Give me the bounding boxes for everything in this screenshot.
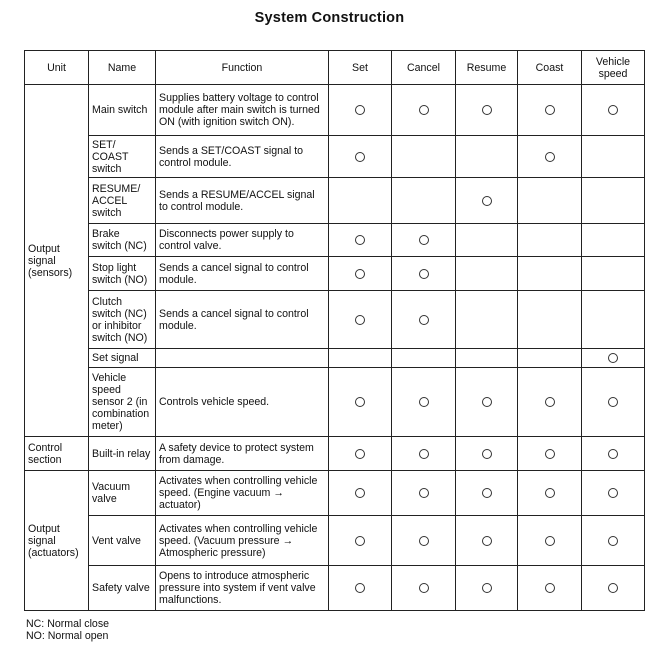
- mark-cell: [392, 368, 456, 437]
- circle-mark-icon: [355, 583, 365, 593]
- mark-cell: [518, 291, 582, 349]
- circle-mark-icon: [355, 152, 365, 162]
- mark-cell: [329, 437, 392, 471]
- table-body: [25, 85, 645, 611]
- mark-cell: [518, 516, 582, 566]
- circle-mark-icon: [482, 105, 492, 115]
- circle-mark-icon: [419, 397, 429, 407]
- header-coast: Coast: [518, 51, 582, 85]
- circle-mark-icon: [419, 269, 429, 279]
- table-row: [25, 566, 645, 611]
- mark-cell: [456, 178, 518, 224]
- mark-cell: [518, 471, 582, 516]
- mark-cell: [518, 349, 582, 368]
- circle-mark-icon: [419, 488, 429, 498]
- table-row: [25, 349, 645, 368]
- circle-mark-icon: [608, 397, 618, 407]
- legend-nc: NC: Normal close: [26, 618, 110, 630]
- function-cell: A safety device to protect system from damage.: [156, 437, 329, 471]
- header-function: Function: [156, 51, 329, 85]
- mark-cell: [392, 291, 456, 349]
- mark-cell: [518, 136, 582, 178]
- circle-mark-icon: [482, 536, 492, 546]
- circle-mark-icon: [419, 315, 429, 325]
- mark-cell: [582, 224, 645, 257]
- mark-cell: [392, 178, 456, 224]
- table-row: [25, 178, 645, 224]
- circle-mark-icon: [355, 488, 365, 498]
- mark-cell: [392, 136, 456, 178]
- function-cell: Supplies battery voltage to control module after main switch is turned ON (with ignition switch ON).: [156, 85, 329, 136]
- table-row: [25, 437, 645, 471]
- circle-mark-icon: [608, 488, 618, 498]
- mark-cell: [582, 85, 645, 136]
- circle-mark-icon: [355, 269, 365, 279]
- function-cell: Activates when controlling vehicle speed. (Vacuum pressure → Atmospheric pressure): [156, 516, 329, 566]
- mark-cell: [582, 516, 645, 566]
- legend: [26, 618, 109, 642]
- mark-cell: [392, 85, 456, 136]
- table-row: [25, 516, 645, 566]
- mark-cell: [392, 224, 456, 257]
- mark-cell: [392, 349, 456, 368]
- name-cell: SET/ COAST switch: [89, 136, 156, 178]
- name-cell: Built-in relay: [89, 437, 156, 471]
- system-construction-table: [24, 50, 645, 611]
- mark-cell: [456, 136, 518, 178]
- mark-cell: [329, 516, 392, 566]
- mark-cell: [456, 516, 518, 566]
- function-cell: Disconnects power supply to control valve.: [156, 224, 329, 257]
- mark-cell: [329, 349, 392, 368]
- unit-cell: Control section: [25, 437, 89, 471]
- function-cell: Sends a cancel signal to control module.: [156, 257, 329, 291]
- header-unit: Unit: [25, 51, 89, 85]
- table-row: [25, 471, 645, 516]
- mark-cell: [456, 471, 518, 516]
- name-cell: Set signal: [89, 349, 156, 368]
- mark-cell: [456, 437, 518, 471]
- circle-mark-icon: [355, 315, 365, 325]
- mark-cell: [582, 257, 645, 291]
- mark-cell: [456, 291, 518, 349]
- function-cell: Sends a RESUME/ACCEL signal to control module.: [156, 178, 329, 224]
- header-row: [25, 51, 645, 85]
- name-cell: Main switch: [89, 85, 156, 136]
- circle-mark-icon: [482, 196, 492, 206]
- circle-mark-icon: [608, 449, 618, 459]
- mark-cell: [518, 566, 582, 611]
- mark-cell: [582, 349, 645, 368]
- mark-cell: [329, 471, 392, 516]
- mark-cell: [329, 224, 392, 257]
- table-row: [25, 257, 645, 291]
- unit-cell: Output signal (actuators): [25, 471, 89, 611]
- mark-cell: [456, 224, 518, 257]
- circle-mark-icon: [419, 536, 429, 546]
- name-cell: Vacuum valve: [89, 471, 156, 516]
- mark-cell: [518, 257, 582, 291]
- circle-mark-icon: [482, 397, 492, 407]
- mark-cell: [518, 224, 582, 257]
- function-cell: Opens to introduce atmospheric pressure into system if vent valve malfunctions.: [156, 566, 329, 611]
- mark-cell: [582, 566, 645, 611]
- mark-cell: [392, 471, 456, 516]
- mark-cell: [582, 178, 645, 224]
- function-cell: [156, 349, 329, 368]
- circle-mark-icon: [545, 105, 555, 115]
- circle-mark-icon: [355, 449, 365, 459]
- circle-mark-icon: [355, 536, 365, 546]
- mark-cell: [518, 437, 582, 471]
- name-cell: Brake switch (NC): [89, 224, 156, 257]
- circle-mark-icon: [355, 397, 365, 407]
- header-name: Name: [89, 51, 156, 85]
- circle-mark-icon: [608, 583, 618, 593]
- mark-cell: [456, 566, 518, 611]
- circle-mark-icon: [482, 488, 492, 498]
- mark-cell: [518, 178, 582, 224]
- table-row: [25, 368, 645, 437]
- name-cell: Vent valve: [89, 516, 156, 566]
- mark-cell: [329, 566, 392, 611]
- mark-cell: [329, 257, 392, 291]
- mark-cell: [582, 136, 645, 178]
- mark-cell: [456, 85, 518, 136]
- circle-mark-icon: [419, 235, 429, 245]
- legend-no: NO: Normal open: [26, 630, 109, 642]
- circle-mark-icon: [355, 105, 365, 115]
- mark-cell: [392, 516, 456, 566]
- mark-cell: [392, 257, 456, 291]
- header-resume: Resume: [456, 51, 518, 85]
- mark-cell: [392, 566, 456, 611]
- circle-mark-icon: [545, 449, 555, 459]
- mark-cell: [582, 368, 645, 437]
- mark-cell: [456, 349, 518, 368]
- mark-cell: [329, 136, 392, 178]
- circle-mark-icon: [545, 488, 555, 498]
- circle-mark-icon: [608, 353, 618, 363]
- mark-cell: [582, 291, 645, 349]
- mark-cell: [582, 471, 645, 516]
- circle-mark-icon: [482, 583, 492, 593]
- mark-cell: [329, 178, 392, 224]
- circle-mark-icon: [355, 235, 365, 245]
- circle-mark-icon: [419, 449, 429, 459]
- mark-cell: [392, 437, 456, 471]
- name-cell: Safety valve: [89, 566, 156, 611]
- circle-mark-icon: [419, 105, 429, 115]
- page-title: System Construction: [254, 10, 405, 26]
- mark-cell: [456, 368, 518, 437]
- header-set: Set: [329, 51, 392, 85]
- table-row: [25, 85, 645, 136]
- circle-mark-icon: [419, 583, 429, 593]
- name-cell: Stop light switch (NO): [89, 257, 156, 291]
- name-cell: Vehicle speed sensor 2 (in combination meter): [89, 368, 156, 437]
- table-row: [25, 224, 645, 257]
- table-row: [25, 291, 645, 349]
- name-cell: Clutch switch (NC) or inhibitor switch (NO): [89, 291, 156, 349]
- mark-cell: [329, 368, 392, 437]
- header-cancel: Cancel: [392, 51, 456, 85]
- circle-mark-icon: [545, 152, 555, 162]
- function-cell: Activates when controlling vehicle speed. (Engine vacuum → actuator): [156, 471, 329, 516]
- circle-mark-icon: [545, 397, 555, 407]
- function-cell: Sends a SET/COAST signal to control module.: [156, 136, 329, 178]
- circle-mark-icon: [608, 536, 618, 546]
- function-cell: Sends a cancel signal to control module.: [156, 291, 329, 349]
- circle-mark-icon: [482, 449, 492, 459]
- mark-cell: [518, 85, 582, 136]
- unit-cell: Output signal (sensors): [25, 85, 89, 437]
- mark-cell: [329, 291, 392, 349]
- name-cell: RESUME/ ACCEL switch: [89, 178, 156, 224]
- circle-mark-icon: [545, 583, 555, 593]
- mark-cell: [329, 85, 392, 136]
- function-cell: Controls vehicle speed.: [156, 368, 329, 437]
- circle-mark-icon: [545, 536, 555, 546]
- circle-mark-icon: [608, 105, 618, 115]
- mark-cell: [456, 257, 518, 291]
- mark-cell: [518, 368, 582, 437]
- header-vehicle-speed: Vehicle speed: [582, 51, 645, 85]
- table-row: [25, 136, 645, 178]
- mark-cell: [582, 437, 645, 471]
